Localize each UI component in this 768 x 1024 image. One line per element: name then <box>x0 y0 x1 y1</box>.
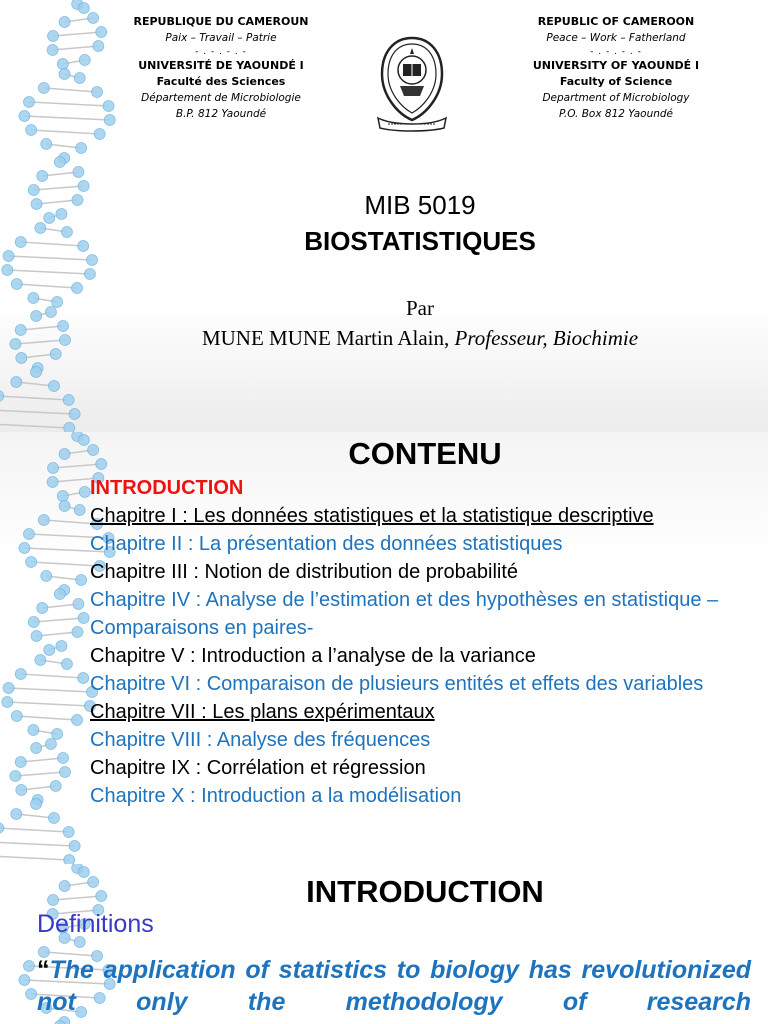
country-fr: REPUBLIQUE DU CAMEROUN <box>133 15 309 28</box>
by-label: Par <box>406 296 434 320</box>
cover-slide <box>0 0 768 432</box>
definition-quote <box>37 954 751 1018</box>
university-seal-icon <box>374 34 450 132</box>
author-line <box>120 326 720 351</box>
definitions-heading: Definitions <box>37 910 154 938</box>
quote-mark: “ <box>37 956 50 984</box>
toc-item: Chapitre V : Introduction a l’analyse de la variance <box>90 645 536 667</box>
toc-item: Chapitre IV : Analyse de l’estimation et des hypothèses en statistique – Comparaisons en paires- <box>90 589 719 639</box>
course-title: BIOSTATISTIQUES <box>304 226 536 256</box>
motto-en: Peace – Work – Fatherland <box>546 32 686 44</box>
toc-item: Chapitre II : La présentation des données statistiques <box>90 533 563 555</box>
university-fr: UNIVERSITÉ DE YAOUNDÉ I <box>138 59 304 72</box>
department-en: Department of Microbiology <box>542 92 690 104</box>
department-fr: Département de Microbiologie <box>141 92 301 104</box>
separator-en: - . - . - . - <box>590 47 642 57</box>
author-role: Professeur, Biochimie <box>454 326 639 350</box>
toc-item: Chapitre VIII : Analyse des fréquences <box>90 729 431 751</box>
quote-text: The application of statistics to biology has revolutionized not only the methodology of research <box>37 956 751 1016</box>
table-of-contents <box>90 474 760 810</box>
toc-item: INTRODUCTION <box>90 477 244 499</box>
header-english <box>501 14 731 122</box>
address-fr: B.P. 812 Yaoundé <box>175 108 267 120</box>
toc-item: Chapitre IX : Corrélation et régression <box>90 757 426 779</box>
header-french <box>106 14 336 122</box>
course-code: MIB 5019 <box>364 190 476 220</box>
toc-item: Chapitre III : Notion de distribution de probabilité <box>90 561 519 583</box>
address-en: P.O. Box 812 Yaoundé <box>558 108 674 120</box>
toc-item: Chapitre X : Introduction a la modélisation <box>90 785 462 807</box>
university-en: UNIVERSITY OF YAOUNDÉ I <box>532 59 700 72</box>
faculty-en: Faculty of Science <box>559 75 673 88</box>
introduction-title: INTRODUCTION <box>306 874 544 909</box>
separator-fr: - . - . - . - <box>195 47 247 57</box>
introduction-slide <box>0 864 768 1024</box>
author-name: MUNE MUNE Martin Alain, <box>201 326 455 350</box>
country-en: REPUBLIC OF CAMEROON <box>537 15 695 28</box>
faculty-fr: Faculté des Sciences <box>156 75 286 88</box>
toc-item: Chapitre VII : Les plans expérimentaux <box>90 701 435 723</box>
toc-item: Chapitre VI : Comparaison de plusieurs entités et effets des variables <box>90 673 704 695</box>
motto-fr: Paix – Travail – Patrie <box>165 32 277 44</box>
contents-slide <box>0 432 768 864</box>
toc-item: Chapitre I : Les données statistiques et la statistique descriptive <box>90 505 654 527</box>
contents-title: CONTENU <box>348 436 502 471</box>
